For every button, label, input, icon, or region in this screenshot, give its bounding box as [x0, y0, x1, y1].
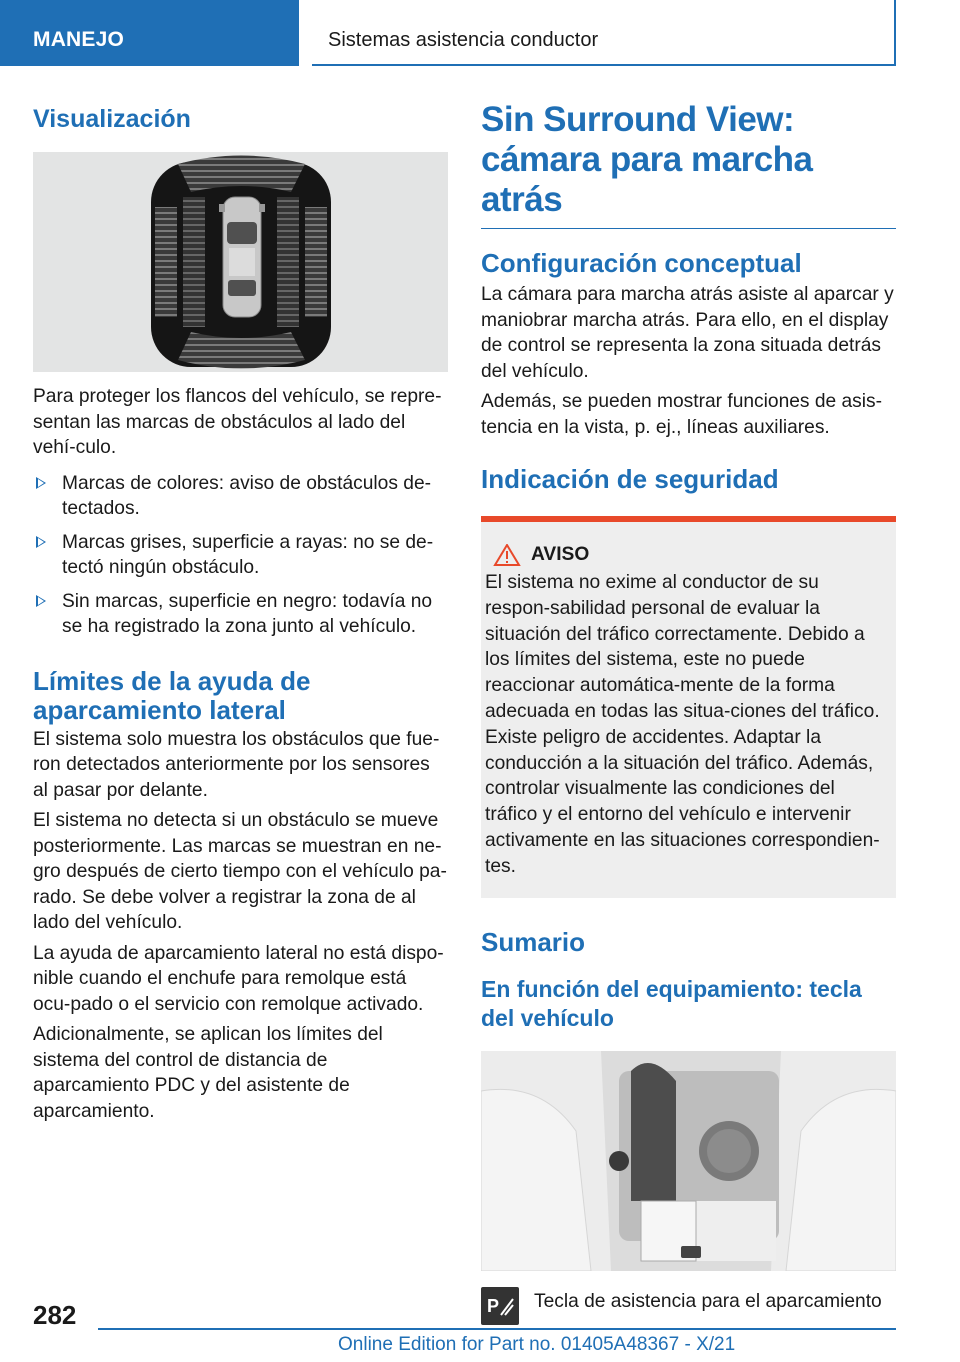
- heading-concept: Configuración conceptual: [481, 248, 802, 278]
- limits-paragraph: La ayuda de aparcamiento lateral no está dispo-nible cuando el enchufe para remolque está ocu-pado o el servicio con remolque activado.: [33, 942, 444, 1015]
- footer-edition: Online Edition for Part no. 01405A48367 - X/21: [338, 1334, 736, 1355]
- parking-button-row: [481, 1287, 896, 1325]
- parking-assist-button-icon: [481, 1287, 519, 1325]
- heading-safety: Indicación de seguridad: [481, 464, 779, 494]
- page-number: 282: [33, 1300, 77, 1330]
- list-item: Marcas grises, superficie a rayas: no se de-tectó ningún obstáculo.: [33, 530, 448, 581]
- left-column: [33, 100, 448, 1129]
- warning-title: AVISO: [531, 544, 590, 565]
- heading-summary: Sumario: [481, 926, 586, 957]
- heading-visualizacion: Visualización: [33, 105, 191, 133]
- concept-paragraph: La cámara para marcha atrás asiste al aparcar y maniobrar marcha atrás. Para ello, en el display de control se representa la zona situada detrás del vehículo.: [481, 284, 894, 382]
- visualization-intro: Para proteger los flancos del vehículo, se repre-sentan las marcas de obstáculos al lado del vehí-culo.: [33, 386, 442, 458]
- car-top-view-icon: [33, 152, 448, 372]
- heading-equipment: En función del equipamiento: tecla del vehículo: [481, 975, 862, 1031]
- parking-button-caption: Tecla de asistencia para el aparcamiento: [534, 1290, 882, 1312]
- parking-view-illustration: [33, 152, 448, 372]
- footer-rule: [98, 1328, 896, 1330]
- header-chapter-label: Sistemas asistencia conductor: [328, 29, 599, 51]
- warning-box: [481, 516, 896, 898]
- center-console-icon: [481, 1051, 896, 1271]
- visualization-bullet-list: [33, 471, 448, 640]
- heading-rear-camera: Sin Surround View: cámara para marcha atrás: [481, 100, 896, 229]
- limits-paragraph: El sistema solo muestra los obstáculos que fue-ron detectados anteriormente por los sensores al pasar por delante.: [33, 728, 440, 801]
- warning-text: El sistema no exime al conductor de su respon-sabilidad personal de evaluar la situación del tráfico correctamente. Debido a los límites del sistema, este no puede reaccionar automática-mente de la forma adecuada en todas las situa-ciones del tráfico. Existe peligro de accidentes. Adaptar la conducción a la situación del tráfico. Además, controlar visualmente las condiciones del tráfico y el entorno del vehículo e intervenir activamente en las situaciones correspondien-tes.: [485, 572, 880, 877]
- warning-triangle-icon: [489, 544, 525, 566]
- list-item: Marcas de colores: aviso de obstáculos de-tectados.: [33, 471, 448, 522]
- triangle-bullet-icon: [36, 595, 46, 607]
- heading-limits: Límites de la ayuda de aparcamiento lateral: [33, 665, 311, 725]
- right-column: [481, 100, 896, 1325]
- warning-title-row: [489, 544, 884, 566]
- header-section-label: MANEJO: [33, 28, 125, 51]
- center-console-illustration: [481, 1051, 896, 1271]
- limits-paragraph: Adicionalmente, se aplican los límites del sistema del control de distancia de aparcamiento PDC y del asistente de aparcamiento.: [33, 1024, 383, 1122]
- triangle-bullet-icon: [36, 536, 46, 548]
- triangle-bullet-icon: [36, 477, 46, 489]
- concept-paragraph: Además, se pueden mostrar funciones de asis-tencia en la vista, p. ej., líneas auxiliares.: [481, 391, 883, 438]
- svg-text:P: P: [487, 1295, 500, 1316]
- limits-paragraph: El sistema no detecta si un obstáculo se mueve posteriormente. Las marcas se muestran en ne-gro después de cierto tiempo con el vehículo pa-rado. Se debe volver a registrar la zona de al lado del vehículo.: [33, 810, 447, 933]
- header-chapter-box: [312, 0, 896, 66]
- header-section-tab: [0, 0, 299, 66]
- list-item: Sin marcas, superficie en negro: todavía no se ha registrado la zona junto al vehículo.: [33, 589, 448, 640]
